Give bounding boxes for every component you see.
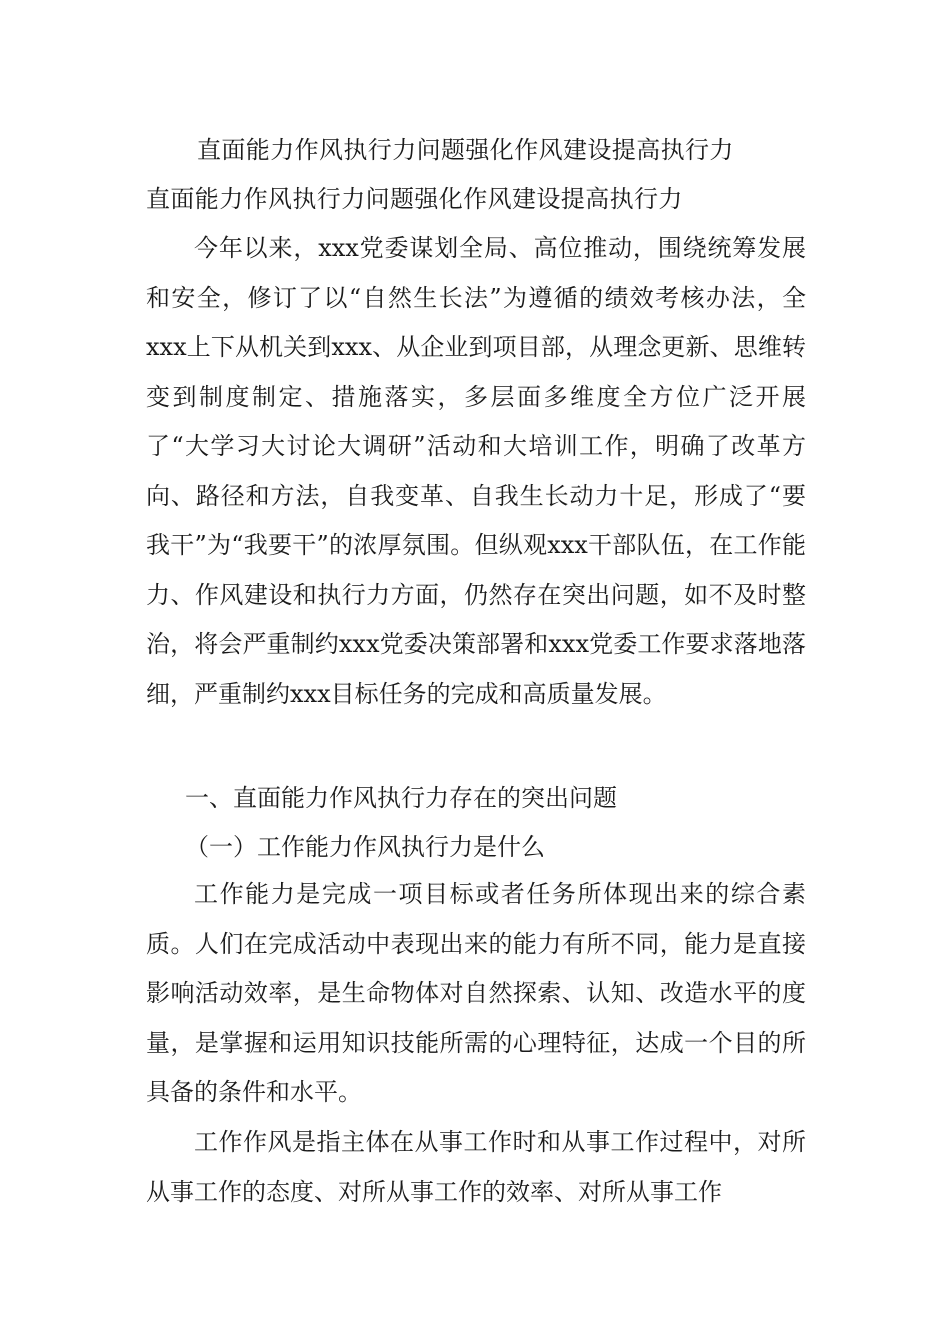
work-style-paragraph: 工作作风是指主体在从事工作时和从事工作过程中，对所从事工作的态度、对所从事工作的效率、对所从事工作 [146,1128,806,1206]
document-title: 直面能力作风执行力问题强化作风建设提高执行力 [197,136,734,164]
work-ability-paragraph: 工作能力是完成一项目标或者任务所体现出来的综合素质。人们在完成活动中表现出来的能力有所不同，能力是直接影响活动效率，是生命物体对自然探索、认知、改造水平的度量，是掌握和运用知识技能所需的心理特征，达成一个目的所具备的条件和水平。 [146,880,806,1106]
section-heading: 一、直面能力作风执行力存在的突出问题 [185,784,617,812]
document-title-repeat: 直面能力作风执行力问题强化作风建设提高执行力 [146,185,683,213]
intro-paragraph: 今年以来，xxx党委谋划全局、高位推动，围绕统筹发展和安全，修订了以“自然生长法”为遵循的绩效考核办法，全xxx上下从机关到xxx、从企业到项目部，从理念更新、思维转变到制度制定、措施落实，多层面多维度全方位广泛开展了“大学习大讨论大调研”活动和大培训工作，明确了改革方向、路径和方法，自我变革、自我生长动力十足，形成了“要我干”为“我要干”的浓厚氛围。但纵观xxx干部队伍，在工作能力、作风建设和执行力方面，仍然存在突出问题，如不及时整治，将会严重制约xxx党委决策部署和xxx党委工作要求落地落细，严重制约xxx目标任务的完成和高质量发展。 [146,234,806,708]
subsection-heading: （一）工作能力作风执行力是什么 [185,833,545,861]
